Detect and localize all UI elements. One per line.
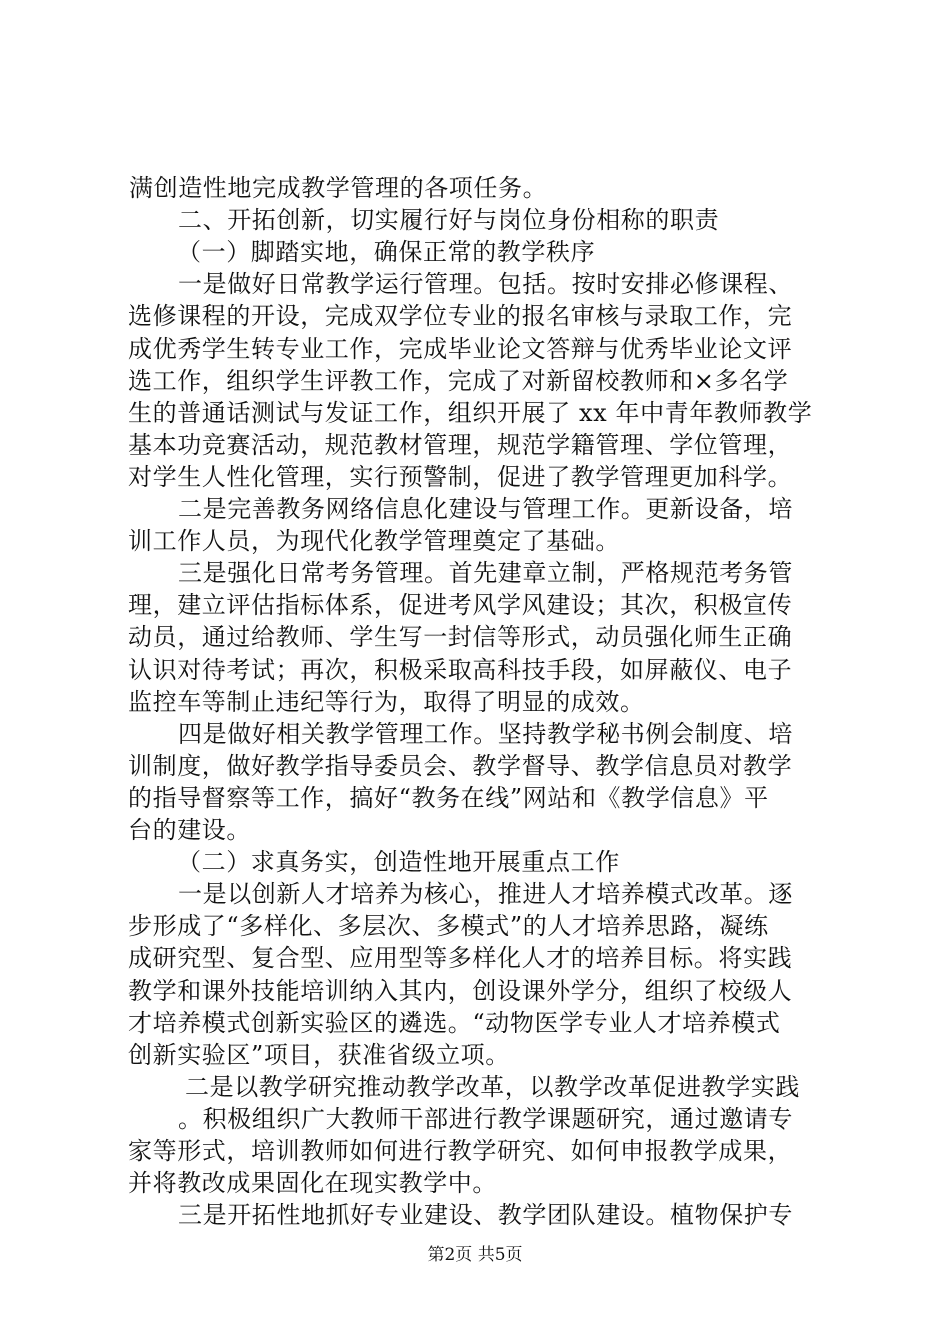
text-line: 生的普通话测试与发证工作，组织开展了 xx 年中青年教师教学 <box>128 399 813 427</box>
text-line: 一是以创新人才培养为核心，推进人才培养模式改革。逐 <box>178 880 793 908</box>
text-line: 训制度，做好教学指导委员会、教学督导、教学信息员对教学 <box>128 752 793 780</box>
text-line: 才培养模式创新实验区的遴选。“动物医学专业人才培养模式 <box>128 1009 781 1037</box>
text-line: 选工作，组织学生评教工作，完成了对新留校教师和×多名学 <box>128 367 789 395</box>
text-line: 步形成了“多样化、多层次、多模式”的人才培养思路，凝练 <box>128 912 769 940</box>
text-line: 二是完善教务网络信息化建设与管理工作。更新设备，培 <box>178 495 793 523</box>
text-line: 理，建立评估指标体系，促进考风学风建设；其次，积极宣传 <box>128 591 793 619</box>
text-line: 二、开拓创新，切实履行好与岗位身份相称的职责 <box>178 206 720 234</box>
text-line: 训工作人员，为现代化教学管理奠定了基础。 <box>128 527 620 555</box>
text-line: 家等形式，培训教师如何进行教学研究、如何申报教学成果， <box>128 1137 793 1165</box>
text-line: 认识对待考试；再次，积极采取高科技手段，如屏蔽仪、电子 <box>128 656 793 684</box>
text-line: （二）求真务实，创造性地开展重点工作 <box>177 848 620 876</box>
text-line: 成优秀学生转专业工作，完成毕业论文答辩与优秀毕业论文评 <box>128 335 793 363</box>
text-line: 教学和课外技能培训纳入其内，创设课外学分，组织了校级人 <box>128 977 793 1005</box>
text-line: 创新实验区”项目，获准省级立项。 <box>128 1041 510 1069</box>
text-line: （一）脚踏实地，确保正常的教学秩序 <box>177 238 596 266</box>
text-line: 四是做好相关教学管理工作。坚持教学秘书例会制度、培 <box>178 720 793 748</box>
text-line: 监控车等制止违纪等行为，取得了明显的成效。 <box>128 688 645 716</box>
text-line: 满创造性地完成教学管理的各项任务。 <box>129 174 548 202</box>
text-line: 二是以教学研究推动教学改革，以教学改革促进教学实践 <box>185 1073 800 1101</box>
text-line: 基本功竞赛活动，规范教材管理，规范学籍管理、学位管理， <box>128 431 793 459</box>
text-line: 。积极组织广大教师干部进行教学课题研究，通过邀请专 <box>178 1105 793 1133</box>
text-line: 台的建设。 <box>128 816 251 844</box>
text-line: 对学生人性化管理，实行预警制，促进了教学管理更加科学。 <box>128 463 793 491</box>
page-number-footer: 第2页 共5页 <box>427 1245 523 1265</box>
text-line: 并将教改成果固化在现实教学中。 <box>128 1169 497 1197</box>
text-line: 一是做好日常教学运行管理。包括。按时安排必修课程、 <box>178 270 793 298</box>
text-line: 的指导督察等工作，搞好“教务在线”网站和《教学信息》平 <box>128 784 769 812</box>
text-line: 动员，通过给教师、学生写一封信等形式，动员强化师生正确 <box>128 623 793 651</box>
text-line: 选修课程的开设，完成双学位专业的报名审核与录取工作，完 <box>128 302 793 330</box>
text-line: 三是开拓性地抓好专业建设、教学团队建设。植物保护专 <box>178 1201 793 1229</box>
text-line: 三是强化日常考务管理。首先建章立制，严格规范考务管 <box>178 559 793 587</box>
text-line: 成研究型、复合型、应用型等多样化人才的培养目标。将实践 <box>128 944 793 972</box>
